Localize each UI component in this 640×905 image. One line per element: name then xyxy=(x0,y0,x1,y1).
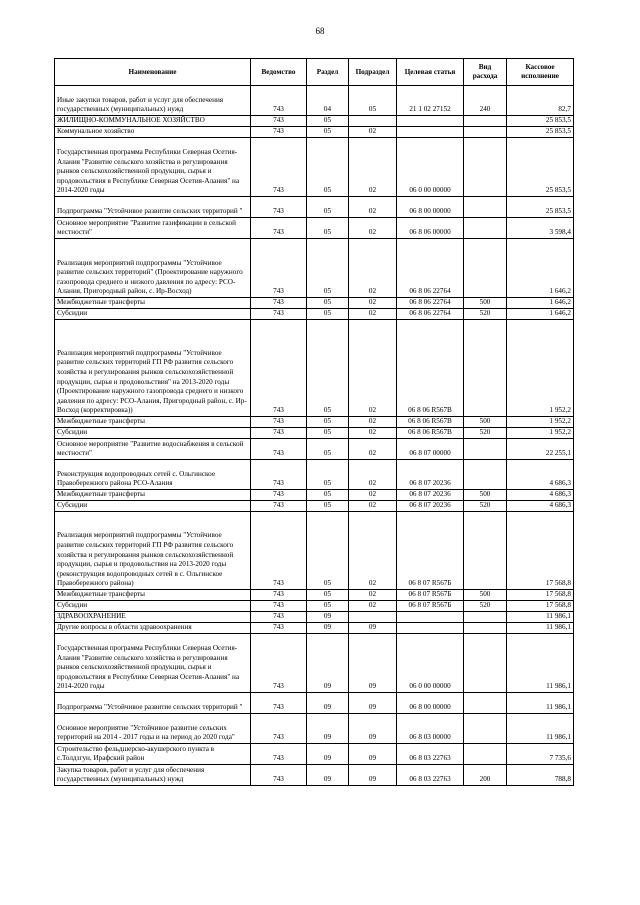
row-target: 06 0 00 00000 xyxy=(397,634,464,693)
row-type: 240 xyxy=(464,86,507,116)
table-row xyxy=(55,634,574,693)
row-name: Субсидии xyxy=(55,309,251,320)
row-dept: 743 xyxy=(251,490,307,501)
row-dept: 743 xyxy=(251,623,307,634)
row-subsection: 02 xyxy=(349,590,397,601)
row-exec: 3 598,4 xyxy=(507,218,574,239)
table-row xyxy=(55,417,574,428)
row-subsection: 02 xyxy=(349,490,397,501)
row-section: 05 xyxy=(307,439,349,460)
row-section: 05 xyxy=(307,197,349,218)
row-exec: 82,7 xyxy=(507,86,574,116)
row-type: 520 xyxy=(464,309,507,320)
row-target: 21 1 02 27152 xyxy=(397,86,464,116)
row-target: 06 8 06 R567В xyxy=(397,417,464,428)
row-dept: 743 xyxy=(251,634,307,693)
header-name: Наименование xyxy=(55,59,251,86)
row-dept: 743 xyxy=(251,86,307,116)
row-target: 06 8 06 00000 xyxy=(397,218,464,239)
row-section: 05 xyxy=(307,601,349,612)
row-section: 05 xyxy=(307,460,349,490)
row-type: 500 xyxy=(464,417,507,428)
row-subsection: 02 xyxy=(349,239,397,298)
row-name: ЗДРАВООХРАНЕНИЕ xyxy=(55,612,251,623)
row-exec: 1 952,2 xyxy=(507,428,574,439)
row-dept: 743 xyxy=(251,590,307,601)
row-target: 06 8 03 00000 xyxy=(397,714,464,744)
row-name: Реализация мероприятий подпрограммы "Устойчивое развитие сельских территорий" (Проектирование наружного газопровода среднего и низкого давления по адресу: РСО-Алания, Пригородный район, с. Ир-Восход) xyxy=(55,239,251,298)
row-name: Межбюджетные трансферты xyxy=(55,590,251,601)
header-dept: Ведомство xyxy=(251,59,307,86)
row-target: 06 8 06 22764 xyxy=(397,239,464,298)
row-type xyxy=(464,127,507,138)
row-name: Государственная программа Республики Северная Осетия-Алания "Развитие сельского хозяйства и регулирования рынков сельскохозяйственной продукции, сырья и продовольствия в Республике Северная Осетия-Алания" на 2014-2020 годы xyxy=(55,138,251,197)
row-subsection: 09 xyxy=(349,623,397,634)
row-name: Основное мероприятие "Развитие водоснабжения в сельской местности" xyxy=(55,439,251,460)
table-row xyxy=(55,512,574,590)
row-dept: 743 xyxy=(251,197,307,218)
row-exec: 25 853,5 xyxy=(507,116,574,127)
row-name: Межбюджетные трансферты xyxy=(55,417,251,428)
row-target: 06 8 06 R567В xyxy=(397,320,464,417)
row-type xyxy=(464,693,507,714)
row-section: 09 xyxy=(307,714,349,744)
row-section: 05 xyxy=(307,428,349,439)
row-section: 05 xyxy=(307,218,349,239)
row-exec: 22 255,1 xyxy=(507,439,574,460)
table-row xyxy=(55,460,574,490)
row-dept: 743 xyxy=(251,714,307,744)
row-exec: 4 686,3 xyxy=(507,501,574,512)
row-subsection: 02 xyxy=(349,428,397,439)
header-section: Раздел xyxy=(307,59,349,86)
header-target: Целевая статья xyxy=(397,59,464,86)
row-section: 09 xyxy=(307,634,349,693)
header-type: Вид расхода xyxy=(464,59,507,86)
row-target: 06 8 07 20236 xyxy=(397,490,464,501)
row-exec: 25 853,5 xyxy=(507,138,574,197)
row-subsection: 02 xyxy=(349,512,397,590)
row-subsection: 02 xyxy=(349,601,397,612)
row-dept: 743 xyxy=(251,309,307,320)
row-dept: 743 xyxy=(251,612,307,623)
table-row xyxy=(55,744,574,765)
row-target xyxy=(397,127,464,138)
row-target: 06 8 00 00000 xyxy=(397,693,464,714)
row-subsection: 02 xyxy=(349,320,397,417)
row-exec: 11 986,1 xyxy=(507,634,574,693)
row-type xyxy=(464,714,507,744)
table-row xyxy=(55,218,574,239)
row-type: 200 xyxy=(464,765,507,786)
row-name: Реализация мероприятий подпрограммы "Устойчивое развитие сельских территорий ГП РФ развития сельского хозяйства и регулирования рынков сельскохозяйственной продукции, сырья и продовольствия" на 2013-2020 годы (Проектирование наружного газопровода среднего и низкого давления по адресу: РСО-Алания, Пригородный район, с. Ир-Восход (корректировка)) xyxy=(55,320,251,417)
row-name: Субсидии xyxy=(55,601,251,612)
table-row xyxy=(55,439,574,460)
header-subsection: Подраздел xyxy=(349,59,397,86)
row-type xyxy=(464,460,507,490)
table-row xyxy=(55,590,574,601)
table-row xyxy=(55,765,574,786)
row-dept: 743 xyxy=(251,460,307,490)
row-type xyxy=(464,116,507,127)
row-section: 05 xyxy=(307,116,349,127)
row-dept: 743 xyxy=(251,744,307,765)
row-name: Реализация мероприятий подпрограммы "Устойчивое развитие сельских территорий ГП РФ развития сельского хозяйства и регулирования рынков сельскохозяйственной продукции, сырья и продовольствия на 2013-2020 годы (реконструкция водопроводных сетей в с. Ольгинское Правобережного района) xyxy=(55,512,251,590)
row-target xyxy=(397,623,464,634)
table-row xyxy=(55,127,574,138)
row-dept: 743 xyxy=(251,439,307,460)
row-type xyxy=(464,218,507,239)
row-subsection: 02 xyxy=(349,460,397,490)
row-exec: 1 646,2 xyxy=(507,298,574,309)
row-type: 520 xyxy=(464,428,507,439)
row-exec: 11 986,1 xyxy=(507,623,574,634)
row-name: Иные закупки товаров, работ и услуг для обеспечения государственных (муниципальных) нужд xyxy=(55,86,251,116)
table-row xyxy=(55,239,574,298)
row-section: 05 xyxy=(307,127,349,138)
row-exec: 11 986,1 xyxy=(507,714,574,744)
row-section: 05 xyxy=(307,320,349,417)
row-type: 500 xyxy=(464,298,507,309)
row-exec: 4 686,3 xyxy=(507,460,574,490)
table-row xyxy=(55,601,574,612)
row-type xyxy=(464,612,507,623)
row-exec: 17 568,8 xyxy=(507,512,574,590)
table-row xyxy=(55,428,574,439)
row-exec: 1 952,2 xyxy=(507,320,574,417)
row-subsection: 09 xyxy=(349,693,397,714)
row-section: 05 xyxy=(307,298,349,309)
row-name: Межбюджетные трансферты xyxy=(55,490,251,501)
table-row xyxy=(55,623,574,634)
row-target: 06 8 07 20236 xyxy=(397,460,464,490)
table-header-row xyxy=(55,59,574,86)
row-section: 05 xyxy=(307,417,349,428)
row-subsection: 09 xyxy=(349,634,397,693)
row-type xyxy=(464,744,507,765)
table-row xyxy=(55,320,574,417)
row-name: ЖИЛИЩНО-КОММУНАЛЬНОЕ ХОЗЯЙСТВО xyxy=(55,116,251,127)
budget-execution-table xyxy=(54,58,574,786)
row-type xyxy=(464,439,507,460)
row-subsection: 02 xyxy=(349,501,397,512)
row-target: 06 8 06 22764 xyxy=(397,298,464,309)
row-dept: 743 xyxy=(251,138,307,197)
row-exec: 25 853,5 xyxy=(507,127,574,138)
row-name: Основное мероприятие "Развитие газификации в сельской местности" xyxy=(55,218,251,239)
row-target xyxy=(397,612,464,623)
row-target: 06 8 07 R567Б xyxy=(397,590,464,601)
row-section: 04 xyxy=(307,86,349,116)
table-row xyxy=(55,501,574,512)
row-section: 05 xyxy=(307,309,349,320)
row-name: Межбюджетные трансферты xyxy=(55,298,251,309)
row-type xyxy=(464,138,507,197)
row-section: 09 xyxy=(307,765,349,786)
row-target: 06 0 00 00000 xyxy=(397,138,464,197)
row-name: Субсидии xyxy=(55,501,251,512)
row-subsection xyxy=(349,116,397,127)
row-section: 05 xyxy=(307,239,349,298)
row-section: 05 xyxy=(307,490,349,501)
row-subsection: 09 xyxy=(349,744,397,765)
row-dept: 743 xyxy=(251,512,307,590)
row-section: 05 xyxy=(307,501,349,512)
row-exec: 17 568,8 xyxy=(507,601,574,612)
table-row xyxy=(55,490,574,501)
row-section: 09 xyxy=(307,693,349,714)
row-subsection: 02 xyxy=(349,138,397,197)
row-section: 05 xyxy=(307,138,349,197)
table-row xyxy=(55,309,574,320)
row-type: 500 xyxy=(464,590,507,601)
row-name: Основное мероприятие "Устойчивое развитие сельских территорий на 2014 - 2017 годы и на период до 2020 года" xyxy=(55,714,251,744)
row-exec: 7 735,6 xyxy=(507,744,574,765)
row-target: 06 8 06 R567В xyxy=(397,428,464,439)
table-row xyxy=(55,298,574,309)
row-subsection: 02 xyxy=(349,197,397,218)
row-type: 500 xyxy=(464,490,507,501)
table-row xyxy=(55,116,574,127)
row-name: Коммунальное хозяйство xyxy=(55,127,251,138)
row-target: 06 8 07 00000 xyxy=(397,439,464,460)
row-subsection: 02 xyxy=(349,417,397,428)
row-name: Подпрограмма "Устойчивое развитие сельских территорий " xyxy=(55,693,251,714)
row-type xyxy=(464,197,507,218)
row-subsection: 09 xyxy=(349,714,397,744)
row-dept: 743 xyxy=(251,693,307,714)
row-dept: 743 xyxy=(251,127,307,138)
page-number: 68 xyxy=(315,26,325,36)
row-name: Государственная программа Республики Северная Осетия-Алания "Развитие сельского хозяйства и регулирования рынков сельскохозяйственной продукции, сырья и продовольствия в Республике Северная Осетия-Алания" на 2014-2020 годы xyxy=(55,634,251,693)
row-dept: 743 xyxy=(251,765,307,786)
table-row xyxy=(55,138,574,197)
row-exec: 25 853,5 xyxy=(507,197,574,218)
row-type: 520 xyxy=(464,501,507,512)
row-section: 09 xyxy=(307,744,349,765)
row-section: 05 xyxy=(307,512,349,590)
row-subsection: 09 xyxy=(349,765,397,786)
row-exec: 4 686,3 xyxy=(507,490,574,501)
row-type xyxy=(464,239,507,298)
row-exec: 788,8 xyxy=(507,765,574,786)
row-subsection: 02 xyxy=(349,309,397,320)
row-name: Строительство фельдшерско-акушерского пункта в с.Толдзгун, Ирафский район xyxy=(55,744,251,765)
row-type: 520 xyxy=(464,601,507,612)
row-dept: 743 xyxy=(251,428,307,439)
row-subsection xyxy=(349,612,397,623)
table-row xyxy=(55,612,574,623)
row-target: 06 8 06 22764 xyxy=(397,309,464,320)
row-dept: 743 xyxy=(251,601,307,612)
row-type xyxy=(464,623,507,634)
header-exec: Кассовое исполнение xyxy=(507,59,574,86)
row-section: 05 xyxy=(307,590,349,601)
row-subsection: 02 xyxy=(349,298,397,309)
row-exec: 11 986,1 xyxy=(507,693,574,714)
row-name: Субсидии xyxy=(55,428,251,439)
row-type xyxy=(464,512,507,590)
row-type xyxy=(464,634,507,693)
row-target: 06 8 03 22763 xyxy=(397,765,464,786)
row-dept: 743 xyxy=(251,298,307,309)
table-row xyxy=(55,197,574,218)
row-subsection: 05 xyxy=(349,86,397,116)
table-row xyxy=(55,693,574,714)
row-target: 06 8 07 R567Б xyxy=(397,601,464,612)
row-exec: 17 568,8 xyxy=(507,590,574,601)
row-dept: 743 xyxy=(251,218,307,239)
row-type xyxy=(464,320,507,417)
row-dept: 743 xyxy=(251,501,307,512)
row-exec: 11 986,1 xyxy=(507,612,574,623)
row-dept: 743 xyxy=(251,320,307,417)
row-dept: 743 xyxy=(251,239,307,298)
table-body xyxy=(55,86,574,786)
row-name: Другие вопросы в области здравоохранения xyxy=(55,623,251,634)
row-name: Подпрограмма "Устойчивое развитие сельских территорий " xyxy=(55,197,251,218)
table-row xyxy=(55,714,574,744)
table-row xyxy=(55,86,574,116)
row-subsection: 02 xyxy=(349,127,397,138)
row-exec: 1 646,2 xyxy=(507,239,574,298)
row-section: 09 xyxy=(307,623,349,634)
row-target: 06 8 03 22763 xyxy=(397,744,464,765)
row-exec: 1 952,2 xyxy=(507,417,574,428)
row-subsection: 02 xyxy=(349,439,397,460)
row-dept: 743 xyxy=(251,417,307,428)
row-target: 06 8 00 00000 xyxy=(397,197,464,218)
row-name: Реконструкция водопроводных сетей с. Ольгинское Правобережного района РСО-Алания xyxy=(55,460,251,490)
row-dept: 743 xyxy=(251,116,307,127)
row-target xyxy=(397,116,464,127)
row-section: 09 xyxy=(307,612,349,623)
row-target: 06 8 07 R567Б xyxy=(397,512,464,590)
row-subsection: 02 xyxy=(349,218,397,239)
row-exec: 1 646,2 xyxy=(507,309,574,320)
row-target: 06 8 07 20236 xyxy=(397,501,464,512)
row-name: Закупка товаров, работ и услуг для обеспечения государственных (муниципальных) нужд xyxy=(55,765,251,786)
